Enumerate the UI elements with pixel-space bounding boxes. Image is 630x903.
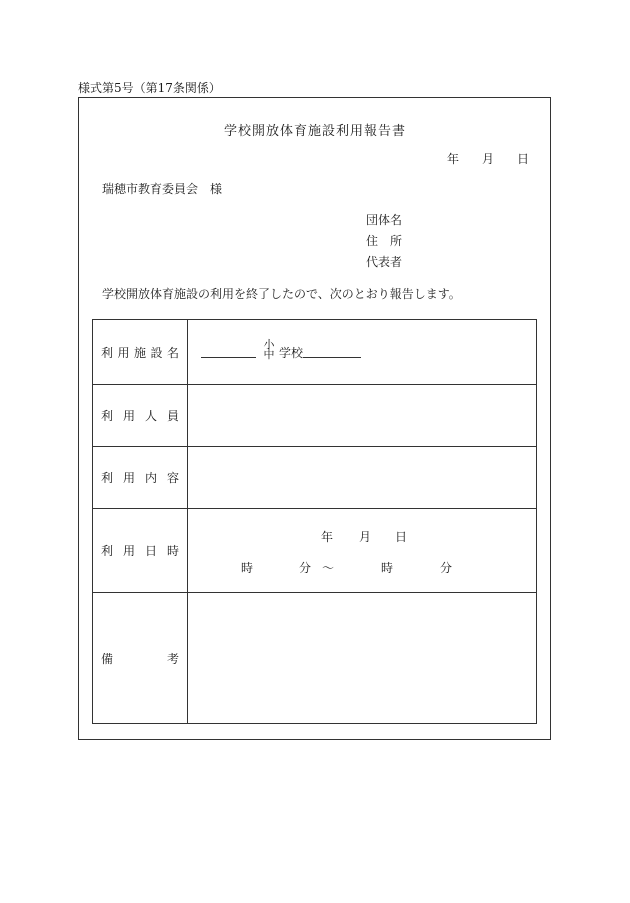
remarks-label-cell bbox=[93, 593, 188, 723]
facility-row bbox=[93, 320, 536, 384]
facility-blank-left bbox=[201, 357, 256, 358]
content-row bbox=[93, 446, 536, 508]
remarks-value-cell[interactable] bbox=[188, 593, 536, 723]
facility-label: 利用施設名 bbox=[101, 345, 179, 360]
users-label-cell bbox=[93, 385, 188, 446]
school-label: 学校 bbox=[279, 346, 304, 360]
start-minute-label: 分 bbox=[299, 561, 312, 575]
facility-value-cell[interactable] bbox=[188, 320, 536, 384]
datetime-label: 利用日時 bbox=[101, 544, 179, 558]
header-month-label: 月 bbox=[482, 152, 495, 166]
report-table bbox=[92, 319, 537, 724]
school-level-options bbox=[263, 340, 275, 360]
content-label: 利用内容 bbox=[101, 471, 179, 485]
group-name-label: 団体名 bbox=[366, 213, 403, 227]
users-value-cell[interactable] bbox=[188, 385, 536, 446]
address-label: 住 所 bbox=[366, 234, 403, 248]
datetime-month: 月 bbox=[359, 530, 372, 544]
datetime-row bbox=[93, 508, 536, 592]
end-hour-label: 時 bbox=[381, 561, 394, 575]
remarks-label: 備考 bbox=[101, 651, 179, 666]
users-row bbox=[93, 384, 536, 446]
form-title: 学校開放体育施設利用報告書 bbox=[223, 124, 406, 139]
users-label: 利用人員 bbox=[101, 409, 179, 423]
start-hour-label: 時 bbox=[241, 561, 254, 575]
header-day-label: 日 bbox=[517, 152, 530, 166]
datetime-value-cell[interactable] bbox=[188, 509, 536, 592]
range-tilde: ～ bbox=[322, 561, 335, 575]
addressee: 瑞穂市教育委員会 様 bbox=[102, 182, 223, 196]
datetime-label-cell bbox=[93, 509, 188, 592]
datetime-day: 日 bbox=[395, 530, 408, 544]
small-school-option: 小 bbox=[263, 338, 275, 351]
report-statement: 学校開放体育施設の利用を終了したので、次のとおり報告します。 bbox=[102, 287, 461, 301]
facility-blank-right bbox=[303, 357, 361, 358]
middle-school-option: 中 bbox=[263, 348, 275, 361]
facility-label-cell bbox=[93, 320, 188, 384]
datetime-year: 年 bbox=[321, 530, 334, 544]
content-label-cell bbox=[93, 447, 188, 508]
representative-label: 代表者 bbox=[366, 255, 403, 269]
end-minute-label: 分 bbox=[440, 561, 453, 575]
header-year-label: 年 bbox=[447, 152, 460, 166]
form-number-label: 様式第5号（第17条関係） bbox=[78, 81, 221, 95]
remarks-row bbox=[93, 592, 536, 723]
content-value-cell[interactable] bbox=[188, 447, 536, 508]
